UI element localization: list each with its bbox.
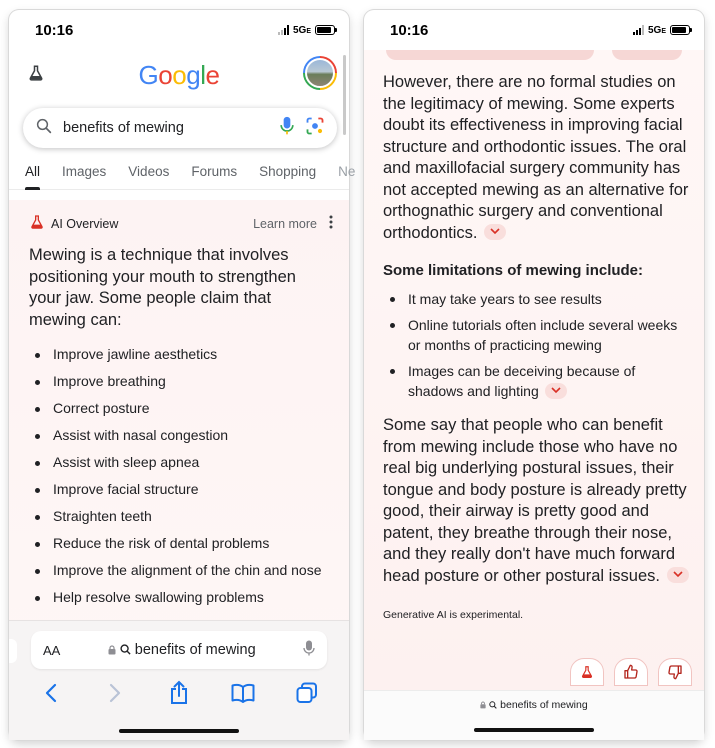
tab-shopping[interactable]: Shopping	[259, 164, 317, 179]
tab-forums[interactable]: Forums	[191, 164, 238, 179]
lens-icon[interactable]	[305, 116, 325, 140]
home-indicator[interactable]	[474, 728, 594, 732]
list-item: Online tutorials often include several weeks or months of practicing mewing	[383, 315, 690, 355]
left-screenshot	[9, 10, 356, 740]
tab-edge-handle	[9, 639, 17, 663]
logo-letter: o	[158, 59, 173, 90]
list-item: Improve facial structure	[29, 480, 327, 499]
network-label: 5GE	[292, 24, 311, 36]
search-box[interactable]	[23, 108, 337, 148]
logo-letter: o	[172, 59, 187, 90]
limitations-paragraph: However, there are no formal studies on the legitimacy of mewing. Some experts doubt its effectiveness in improving facial structure and orthodontic issues. The oral and maxillofacial surgery community has not accepted mewing as an alternative for orthognathic surgery and conventional orthodontics.	[383, 73, 689, 242]
thumbs-up-icon[interactable]	[614, 658, 648, 686]
search-icon	[120, 644, 131, 655]
signal-icon	[278, 25, 289, 35]
labs-flask-icon[interactable]	[27, 64, 45, 87]
feedback-buttons	[570, 658, 692, 686]
list-item: Straighten teeth	[29, 507, 327, 526]
ai-intro-text: Mewing is a technique that involves positioning your mouth to strengthen your jaw. Some people claim that mewing can:	[29, 246, 296, 329]
safari-minimized-bar[interactable]	[364, 690, 704, 740]
back-icon[interactable]	[37, 679, 65, 707]
tab-all[interactable]: All	[25, 162, 40, 189]
status-time: 10:16	[390, 21, 429, 39]
address-url[interactable]: benefits of mewing	[364, 691, 704, 711]
tab-images[interactable]: Images	[62, 164, 107, 179]
reader-aa-button[interactable]: AA	[43, 642, 61, 658]
claims-list	[29, 345, 327, 607]
ai-overview-continued	[383, 72, 690, 621]
status-bar	[9, 10, 349, 50]
cutoff-chip	[386, 50, 594, 60]
battery-icon	[670, 25, 690, 35]
more-options-icon[interactable]	[329, 215, 333, 232]
limitations-list	[383, 289, 690, 401]
expand-chevron-icon[interactable]	[667, 567, 689, 583]
list-item: Assist with sleep apnea	[29, 453, 327, 472]
labs-flask-button[interactable]	[570, 658, 604, 686]
google-header	[9, 50, 349, 100]
cutoff-chip	[612, 50, 682, 60]
status-bar	[364, 10, 704, 50]
search-tabs	[9, 162, 356, 190]
avatar[interactable]	[303, 56, 337, 90]
mic-icon[interactable]	[279, 116, 295, 140]
logo-letter: e	[205, 59, 220, 90]
list-item: Improve the alignment of the chin and nose	[29, 561, 327, 580]
list-item: Help resolve swallowing problems	[29, 588, 327, 607]
mic-icon[interactable]	[303, 640, 315, 660]
battery-icon	[315, 25, 335, 35]
list-item: Reduce the risk of dental problems	[29, 534, 327, 553]
ai-overview-header	[9, 200, 349, 233]
expand-chevron-icon[interactable]	[545, 383, 567, 399]
status-icons	[633, 25, 690, 36]
search-icon	[35, 117, 53, 139]
thumbs-down-icon[interactable]	[658, 658, 692, 686]
lock-icon	[480, 701, 486, 709]
ai-overview-title: AI Overview	[51, 216, 119, 231]
expand-chevron-icon[interactable]	[484, 224, 506, 240]
safari-toolbar	[9, 620, 349, 740]
share-icon[interactable]	[165, 679, 193, 707]
browser-toolbar	[9, 679, 349, 707]
home-indicator[interactable]	[119, 729, 239, 733]
list-item: Assist with nasal congestion	[29, 426, 327, 445]
forward-icon[interactable]	[101, 679, 129, 707]
learn-more-link[interactable]: Learn more	[253, 216, 317, 231]
status-time: 10:16	[35, 21, 74, 39]
list-item: Correct posture	[29, 399, 327, 418]
tab-videos[interactable]: Videos	[128, 164, 170, 179]
ai-flask-icon	[29, 214, 45, 233]
scrollbar[interactable]	[343, 55, 346, 135]
list-item: Images can be deceiving because of shadows and lighting	[383, 361, 690, 401]
address-url[interactable]: benefits of mewing	[60, 642, 303, 658]
logo-letter: l	[200, 59, 206, 90]
tab-news[interactable]: Ne	[338, 164, 356, 179]
generative-ai-note: Generative AI is experimental.	[383, 609, 524, 621]
lock-icon	[108, 645, 116, 655]
search-icon	[489, 701, 497, 709]
network-label: 5GE	[647, 24, 666, 36]
right-screenshot	[364, 10, 704, 740]
search-query[interactable]: benefits of mewing	[63, 120, 184, 136]
bookmarks-icon[interactable]	[229, 679, 257, 707]
logo-letter: g	[186, 59, 201, 90]
benefit-paragraph: Some say that people who can benefit from mewing include those who have no real big underlying postural issues, their tongue and body posture is already pretty good, their airway is pretty good and patent, they breathe through their nose, and they really don't have much forward head posture or other postural issues.	[383, 416, 687, 585]
status-icons	[278, 25, 335, 36]
ai-overview-body	[9, 233, 349, 607]
google-logo[interactable]	[139, 60, 220, 91]
list-item: It may take years to see results	[383, 289, 690, 309]
signal-icon	[633, 25, 644, 35]
list-item: Improve jawline aesthetics	[29, 345, 327, 364]
logo-letter: G	[138, 59, 159, 90]
tabs-icon[interactable]	[293, 679, 321, 707]
limitations-heading: Some limitations of mewing include:	[383, 262, 644, 279]
list-item: Improve breathing	[29, 372, 327, 391]
address-bar[interactable]	[31, 631, 327, 669]
